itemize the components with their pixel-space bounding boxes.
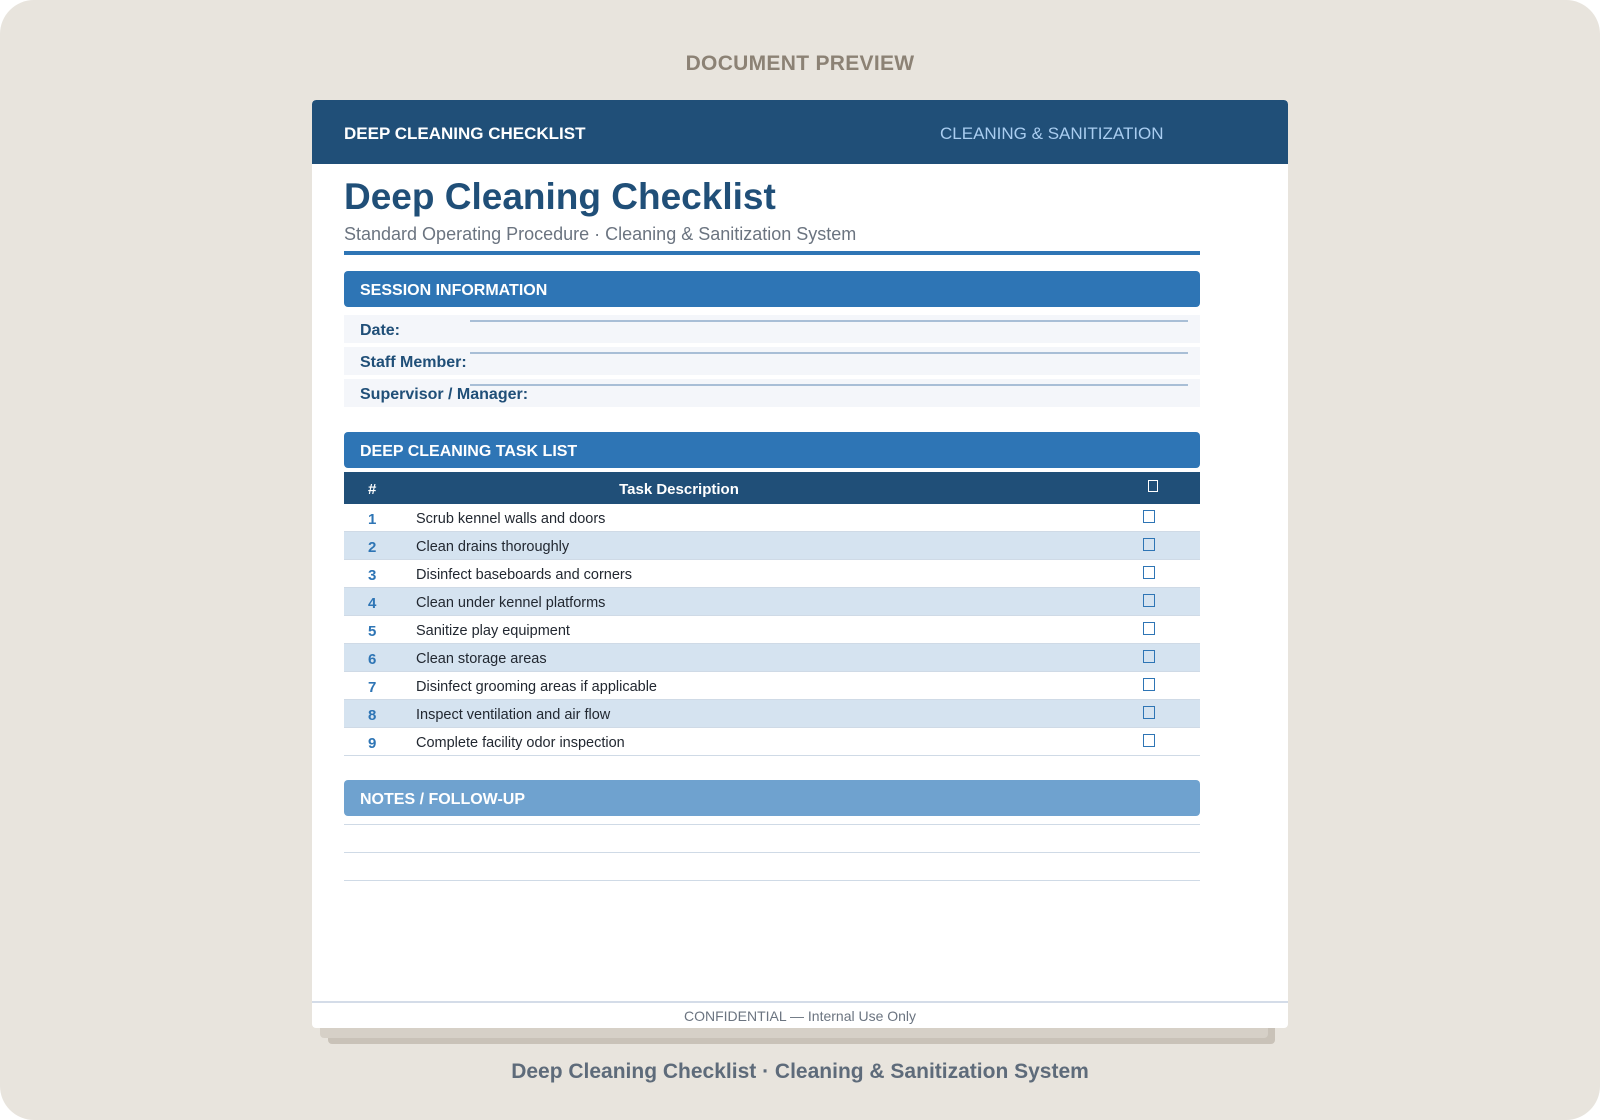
task-number: 8 xyxy=(368,707,377,724)
task-checkbox[interactable] xyxy=(1143,650,1155,663)
table-row xyxy=(344,728,1200,756)
task-checkbox[interactable] xyxy=(1143,594,1155,607)
field-label: Staff Member: xyxy=(360,354,467,371)
document-subtitle: Standard Operating Procedure · Cleaning & Sanitization System xyxy=(344,224,857,244)
task-checkbox[interactable] xyxy=(1143,734,1155,747)
task-number: 1 xyxy=(368,511,377,528)
field-label: Supervisor / Manager: xyxy=(360,386,529,403)
task-description: Sanitize play equipment xyxy=(416,623,570,639)
section-title: DEEP CLEANING TASK LIST xyxy=(360,443,578,460)
document-title: Deep Cleaning Checklist xyxy=(344,176,776,217)
date-input-line[interactable] xyxy=(470,320,1188,322)
section-title: NOTES / FOLLOW-UP xyxy=(360,791,525,808)
table-row xyxy=(344,616,1200,644)
column-header-description: Task Description xyxy=(619,481,739,498)
supervisor-input-line[interactable] xyxy=(470,384,1188,386)
task-description: Disinfect baseboards and corners xyxy=(416,567,633,583)
section-header-tasks xyxy=(344,432,1200,468)
checkbox-icon xyxy=(1148,480,1158,492)
task-number: 6 xyxy=(368,651,377,668)
task-number: 7 xyxy=(368,679,377,696)
table-row xyxy=(344,700,1200,728)
task-table-body xyxy=(344,504,1200,756)
title-divider xyxy=(344,251,1200,255)
header-title: DEEP CLEANING CHECKLIST xyxy=(344,124,586,143)
table-row xyxy=(344,532,1200,560)
footer-divider xyxy=(312,1001,1288,1003)
table-row xyxy=(344,672,1200,700)
task-number: 5 xyxy=(368,623,377,640)
table-row xyxy=(344,588,1200,616)
task-number: 2 xyxy=(368,539,377,556)
task-number: 9 xyxy=(368,735,377,752)
column-header-checkbox xyxy=(1148,479,1158,496)
notes-line[interactable] xyxy=(344,852,1200,853)
notes-line[interactable] xyxy=(344,880,1200,881)
table-row xyxy=(344,560,1200,588)
task-description: Clean storage areas xyxy=(416,651,547,667)
task-table-header xyxy=(344,472,1200,504)
document-page xyxy=(312,100,1288,1028)
notes-line[interactable] xyxy=(344,824,1200,825)
field-date xyxy=(344,315,1200,343)
header-category: CLEANING & SANITIZATION xyxy=(940,124,1164,143)
section-title: SESSION INFORMATION xyxy=(360,282,548,299)
table-row xyxy=(344,644,1200,672)
task-description: Clean under kennel platforms xyxy=(416,595,606,611)
field-supervisor xyxy=(344,379,1200,407)
task-number: 3 xyxy=(368,567,377,584)
preview-label: DOCUMENT PREVIEW xyxy=(685,52,915,75)
task-description: Scrub kennel walls and doors xyxy=(416,511,606,527)
document-caption: Deep Cleaning Checklist · Cleaning & Sanitization System xyxy=(511,1060,1089,1083)
table-row xyxy=(344,504,1200,532)
footer-confidential: CONFIDENTIAL — Internal Use Only xyxy=(683,1008,917,1024)
task-checkbox[interactable] xyxy=(1143,510,1155,523)
field-staff-member xyxy=(344,347,1200,375)
task-description: Complete facility odor inspection xyxy=(416,735,625,751)
task-checkbox[interactable] xyxy=(1143,678,1155,691)
field-label: Date: xyxy=(360,322,401,339)
section-header-notes xyxy=(344,780,1200,816)
task-number: 4 xyxy=(368,595,377,612)
task-checkbox[interactable] xyxy=(1143,706,1155,719)
staff-member-input-line[interactable] xyxy=(470,352,1188,354)
task-description: Clean drains thoroughly xyxy=(416,539,570,555)
task-checkbox[interactable] xyxy=(1143,538,1155,551)
task-checkbox[interactable] xyxy=(1143,622,1155,635)
task-description: Inspect ventilation and air flow xyxy=(416,707,611,723)
task-description: Disinfect grooming areas if applicable xyxy=(416,679,657,695)
task-checkbox[interactable] xyxy=(1143,566,1155,579)
document-header-bar xyxy=(312,100,1288,164)
column-header-number: # xyxy=(368,481,377,498)
section-header-session xyxy=(344,271,1200,307)
